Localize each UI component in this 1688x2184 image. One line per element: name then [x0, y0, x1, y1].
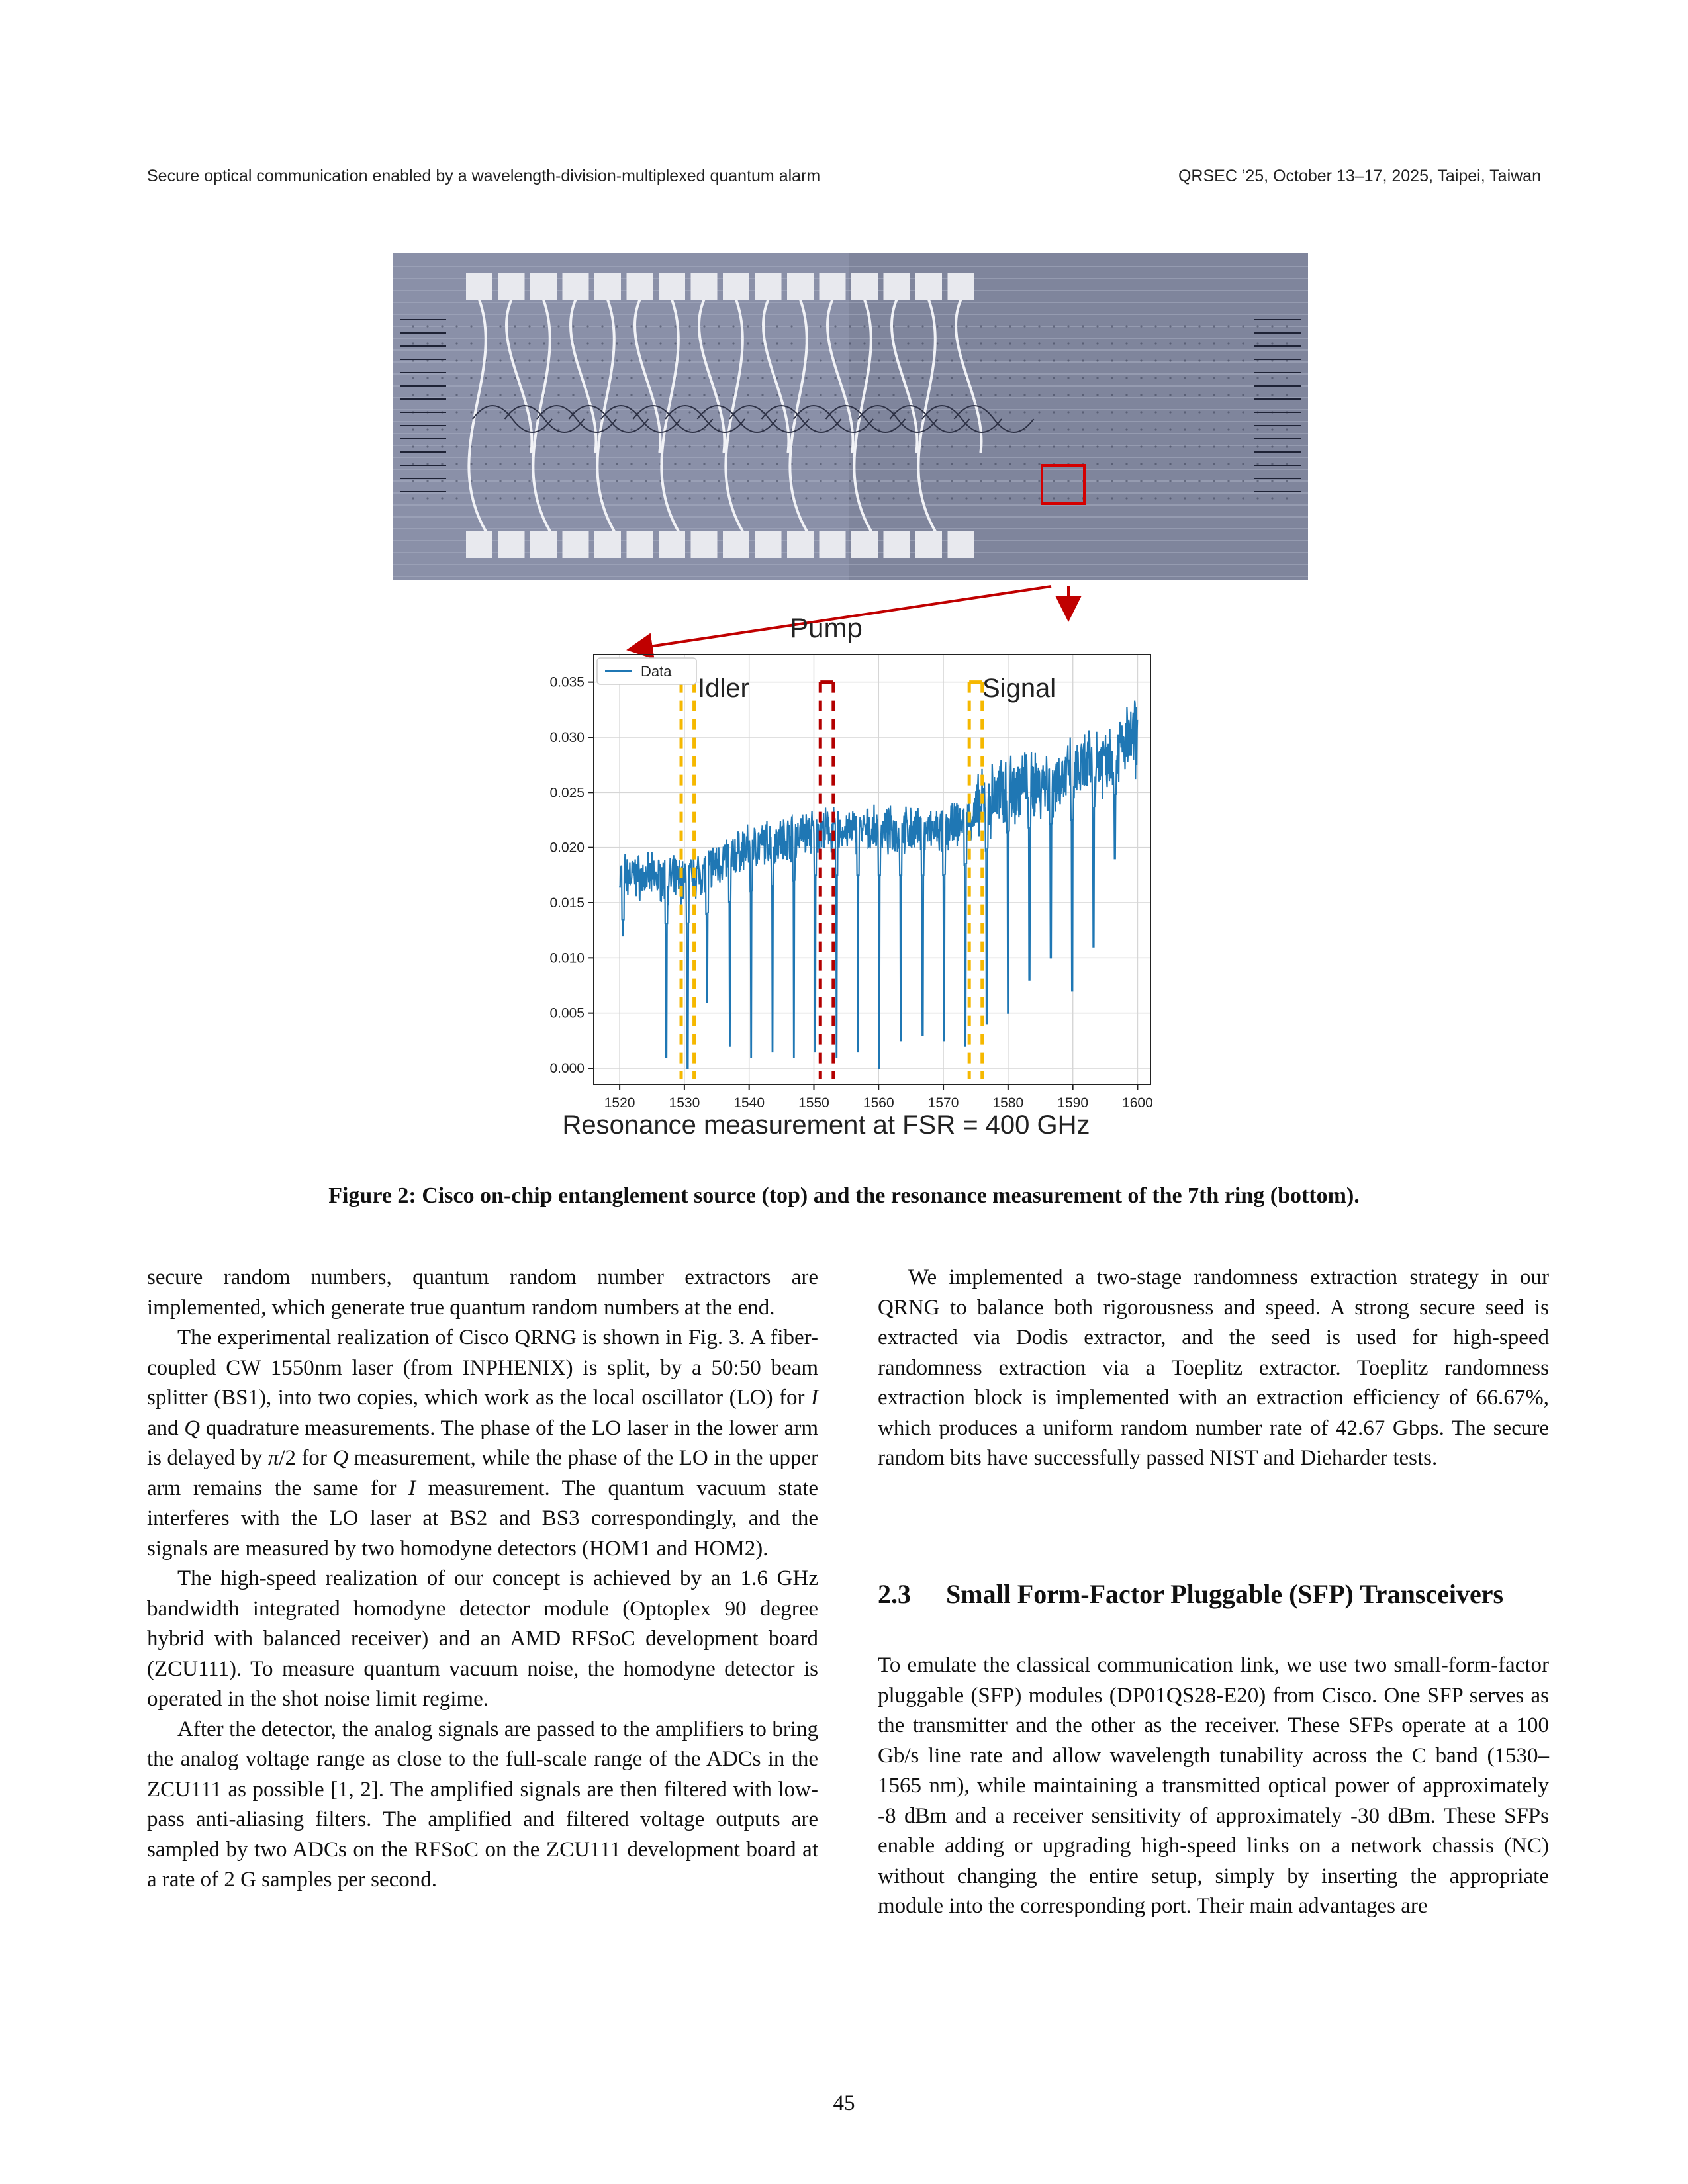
resonance-plot [393, 580, 1308, 1145]
x-tick-label: 1590 [1057, 1095, 1089, 1111]
bond-pad [594, 531, 621, 558]
bond-pad [659, 531, 685, 558]
y-tick-label: 0.010 [549, 950, 585, 966]
chip-photo [393, 253, 1308, 580]
section-body [878, 1651, 1549, 1922]
paragraph: We implemented a two-stage randomness extraction strategy in our QRNG to balance both rigorousness and speed. A strong secure seed is extracted via Dodis extractor, and the seed is used for high-speed randomness extraction via a Toeplitz extractor. Toeplitz randomness extraction block is implemented with an extraction efficiency of 66.67%, which produces a uniform random number rate of 42.67 Gbps. The secure random bits have successfully passed NIST and Dieharder tests. [878, 1265, 1549, 1470]
running-header-right: QRSEC ’25, October 13–17, 2025, Taipei, Taiwan [1178, 167, 1541, 185]
section-title: Small Form-Factor Pluggable (SFP) Transceivers [946, 1579, 1504, 1609]
bond-pad [915, 273, 942, 300]
x-tick-label: 1540 [733, 1095, 765, 1111]
bond-pad [820, 273, 846, 300]
paragraph: After the detector, the analog signals are passed to the amplifiers to bring the analog voltage range as close to the full-scale range of the ADCs in the ZCU111 as possible [1, 2]. The amplified signals are then filtered with low-pass anti-aliasing filters. The amplified and filtered voltage outputs are sampled by two ADCs on the RFSoC on the ZCU111 development board at a rate of 2 G samples per second. [147, 1717, 818, 1891]
y-tick-label: 0.025 [549, 785, 585, 801]
bond-pad [627, 273, 653, 300]
x-tick-label: 1600 [1122, 1095, 1153, 1111]
paragraph: To emulate the classical communication link, we use two small-form-factor pluggable (SFP) modules (DP01QS28-E20) from Cisco. One SFP serves as the transmitter and the other as the receiver. These SFPs operate at a 100 Gb/s line rate and allow wavelength tunability across the C band (1530–1565 nm), while maintaining a transmitted optical power of approximately -8 dBm and a receiver sensitivity of approximately -30 dBm. These SFPs enable adding or upgrading high-speed links on a network chassis (NC) without changing the entire setup, simply by inserting the appropriate module into the corresponding port. Their main advantages are [878, 1653, 1549, 1918]
bond-pad [915, 531, 942, 558]
bond-pad [723, 273, 749, 300]
x-tick-label: 1560 [863, 1095, 894, 1111]
bond-pad [466, 273, 492, 300]
bond-pad [627, 531, 653, 558]
right-column [878, 1263, 1549, 1474]
bond-pad [948, 531, 974, 558]
bond-pad [723, 531, 749, 558]
bond-pad [884, 273, 910, 300]
bond-pad [851, 531, 878, 558]
annotation-box-pump [820, 682, 833, 1079]
x-tick-label: 1580 [992, 1095, 1024, 1111]
left-column [147, 1263, 818, 1895]
bond-pad [787, 531, 814, 558]
bond-pad [563, 273, 589, 300]
bond-pad [755, 531, 782, 558]
x-tick-label: 1520 [604, 1095, 635, 1111]
bond-pad [787, 273, 814, 300]
bond-pad [755, 273, 782, 300]
paragraph: secure random numbers, quantum random number extractors are implemented, which generate true quantum random numbers at the end. [147, 1265, 818, 1320]
paragraph: The high-speed realization of our concept is achieved by an 1.6 GHz bandwidth integrated homodyne detector module (Optoplex 90 degree hybrid with balanced receiver) and an AMD RFSoC development board (ZCU111). To measure quantum vacuum noise, the homodyne detector is operated in the shot noise limit regime. [147, 1567, 818, 1711]
annot-idler-label: Idler [698, 674, 749, 703]
bond-pad [530, 273, 557, 300]
annot-signal-label: Signal [982, 674, 1056, 703]
bond-pad [498, 273, 525, 300]
annotation-box-signal [969, 682, 982, 1079]
bond-pad [563, 531, 589, 558]
bond-pad [820, 531, 846, 558]
y-tick-label: 0.005 [549, 1005, 585, 1021]
y-tick-label: 0.020 [549, 840, 585, 856]
bond-pad [659, 273, 685, 300]
legend-label: Data [641, 663, 672, 680]
legend [597, 658, 696, 684]
x-tick-label: 1530 [669, 1095, 700, 1111]
bond-pad [691, 273, 718, 300]
bond-pad [691, 531, 718, 558]
y-tick-label: 0.000 [549, 1061, 585, 1076]
section-number: 2.3 [878, 1579, 911, 1609]
bond-pad [498, 531, 525, 558]
paragraph: The experimental realization of Cisco QRNG is shown in Fig. 3. A fiber-coupled CW 1550nm laser (from INPHENIX) is split, by a 50:50 beam splitter (BS1), into two copies, which work as the local oscillator (LO) for I and Q quadrature measurements. The phase of the LO laser in the lower arm is delayed by π/2 for Q measurement, while the phase of the LO in the upper arm remains the same for I measurement. The quantum vacuum state interferes with the LO laser at BS2 and BS3 correspondingly, and the signals are measured by two homodyne detectors (HOM1 and HOM2). [147, 1326, 819, 1561]
x-tick-label: 1550 [798, 1095, 829, 1111]
y-tick-label: 0.030 [549, 730, 585, 745]
x-tick-label: 1570 [927, 1095, 959, 1111]
bond-pad [594, 273, 621, 300]
running-header-left: Secure optical communication enabled by a wavelength-division-multiplexed quantum alarm [147, 167, 821, 185]
figure-caption: Figure 2: Cisco on-chip entanglement source (top) and the resonance measurement of the 7th ring (bottom). [328, 1183, 1360, 1208]
bond-pad [884, 531, 910, 558]
bond-pad [530, 531, 557, 558]
plot-bottom-label: Resonance measurement at FSR = 400 GHz [562, 1111, 1090, 1140]
plot-title: Pump [790, 612, 863, 643]
y-tick-label: 0.035 [549, 674, 585, 690]
y-tick-label: 0.015 [549, 895, 585, 911]
bond-pad [948, 273, 974, 300]
bond-pad [851, 273, 878, 300]
page-number: 45 [833, 2091, 855, 2115]
bond-pad [466, 531, 492, 558]
